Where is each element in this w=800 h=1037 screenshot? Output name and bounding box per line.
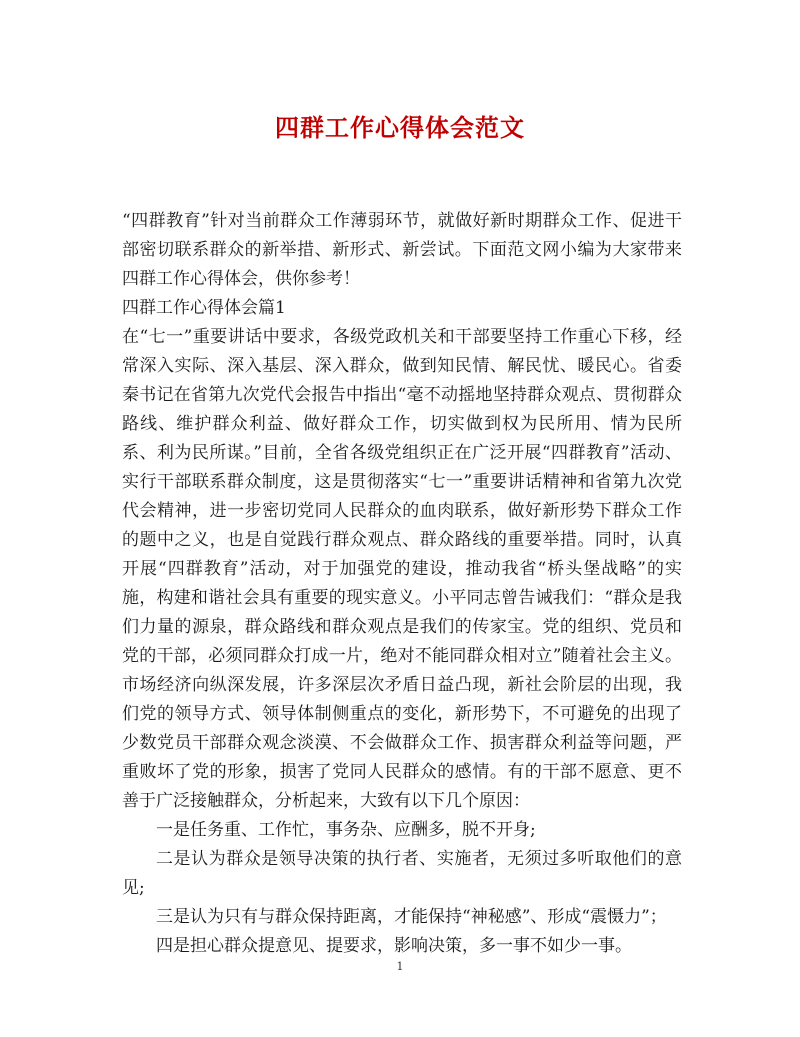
intro-paragraph: “四群教育”针对当前群众工作薄弱环节，就做好新时期群众工作、促进干部密切联系群众的新举措、新形式、新尝试。下面范文网小编为大家带来四群工作心得体会，供你参考！ <box>122 211 682 289</box>
main-paragraph: 在“七一”重要讲话中要求，各级党政机关和干部要坚持工作重心下移，经常深入实际、深入基层、深入群众，做到知民情、解民忧、暖民心。省委秦书记在省第九次党代会报告中指出“毫不动摇地坚持群众观点、贯彻群众路线、维护群众利益、做好群众工作，切实做到权为民所用、情为民所系、利为民所谋。”目前，全省各级党组织正在广泛开展“四群教育”活动、实行干部联系群众制度，这是贯彻落实“七一”重要讲话精神和省第九次党代会精神，进一步密切党同人民群众的血肉联系，做好新形势下群众工作的题中之义，也是自觉践行群众观点、群众路线的重要举措。同时，认真开展“四群教育”活动，对于加强党的建设，推动我省“桥头堡战略”的实施，构建和谐社会具有重要的现实意义。小平同志曾告诫我们：“群众是我们力量的源泉，群众路线和群众观点是我们的传家宝。党的组织、党员和党的干部，必须同群众打成一片，绝对不能同群众相对立”随着社会主义。市场经济向纵深发展，许多深层次矛盾日益凸现，新社会阶层的出现，我们党的领导方式、领导体制侧重点的变化，新形势下，不可避免的出现了少数党员干部群众观念淡漠、不会做群众工作、损害群众利益等问题，严重败坏了党的形象，损害了党同人民群众的感情。有的干部不愿意、更不善于广泛接触群众，分析起来，大致有以下几个原因： <box>122 327 682 811</box>
reason-item-1: 一是任务重、工作忙，事务杂、应酬多，脱不开身; <box>156 820 536 840</box>
section-heading: 四群工作心得体会篇1 <box>122 298 286 318</box>
page-number: 1 <box>396 960 404 973</box>
document-title: 四群工作心得体会范文 <box>275 113 525 142</box>
reason-item-3: 三是认为只有与群众保持距离，才能保持“神秘感”、形成“震慑力”； <box>156 907 667 927</box>
reason-item-4: 四是担心群众提意见、提要求，影响决策，多一事不如少一事。 <box>156 936 632 956</box>
reason-item-2: 二是认为群众是领导决策的执行者、实施者，无须过多听取他们的意见; <box>122 849 682 898</box>
document-body <box>122 207 682 961</box>
